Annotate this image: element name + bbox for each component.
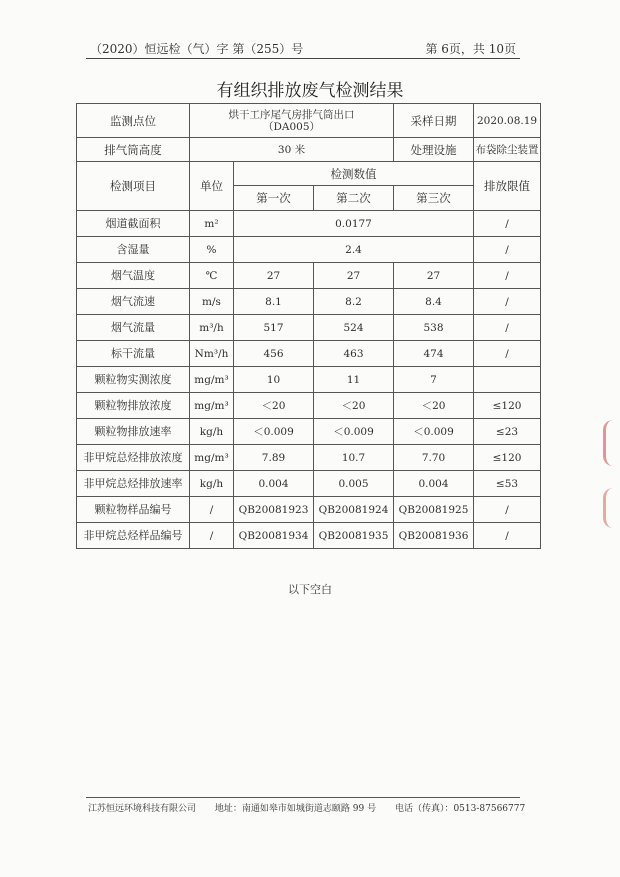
table-row	[77, 523, 541, 549]
row-item: 颗粒物排放浓度	[77, 393, 190, 419]
row-item: 非甲烷总烃排放浓度	[77, 445, 190, 471]
row-value-1: 0.004	[234, 471, 314, 497]
table-row	[77, 341, 541, 367]
row-value-1: 27	[234, 263, 314, 289]
row-item: 烟气流量	[77, 315, 190, 341]
table-row	[77, 237, 541, 263]
row-item: 烟气温度	[77, 263, 190, 289]
row-value-3: 7	[394, 367, 474, 393]
footer-address: 地址：南通如皋市如城街道志颐路 99 号	[214, 804, 377, 814]
row-unit: mg/m³	[190, 445, 234, 471]
footer-phone: 电话（传真）：0513-87566777	[394, 804, 526, 814]
row-merged-value: 2.4	[234, 237, 474, 263]
row-limit: /	[474, 341, 541, 367]
table-row	[77, 497, 541, 523]
row-unit: m³/h	[190, 315, 234, 341]
table-row	[77, 289, 541, 315]
row-limit: /	[474, 211, 541, 237]
table-row	[77, 211, 541, 237]
row-value-2: 524	[314, 315, 394, 341]
col-unit-header: 单位	[190, 162, 234, 211]
row-unit: %	[190, 237, 234, 263]
row-value-2: 11	[314, 367, 394, 393]
row-item: 颗粒物实测浓度	[77, 367, 190, 393]
row-value-1: 517	[234, 315, 314, 341]
row-value-2: ＜20	[314, 393, 394, 419]
row-value-3: QB20081936	[394, 523, 474, 549]
row-unit: kg/h	[190, 471, 234, 497]
row-value-1: QB20081923	[234, 497, 314, 523]
row-value-3: QB20081925	[394, 497, 474, 523]
page-indicator: 第 6页，共 10页	[425, 42, 516, 56]
row-value-3: 27	[394, 263, 474, 289]
seal-fragment	[603, 488, 620, 528]
row-limit: ≤23	[474, 419, 541, 445]
row-unit: m²	[190, 211, 234, 237]
column-header-row	[77, 162, 541, 186]
row-item: 标干流量	[77, 341, 190, 367]
row-value-2: QB20081935	[314, 523, 394, 549]
footer-divider	[86, 797, 520, 798]
col-limit-header: 排放限值	[474, 162, 541, 211]
page-title: 有组织排放废气检测结果	[216, 81, 404, 101]
row-value-2: 463	[314, 341, 394, 367]
results-table	[76, 103, 541, 549]
row-item: 烟气流速	[77, 289, 190, 315]
row-limit: /	[474, 497, 541, 523]
height-label: 排气筒高度	[77, 138, 190, 162]
blank-below-note: 以下空白	[288, 583, 332, 596]
col-second-header: 第二次	[314, 186, 394, 211]
row-item: 烟道截面积	[77, 211, 190, 237]
point-value-line2: （DA005）	[262, 120, 321, 133]
row-unit: mg/m³	[190, 367, 234, 393]
row-value-3: 8.4	[394, 289, 474, 315]
row-unit: ℃	[190, 263, 234, 289]
row-value-3: ＜20	[394, 393, 474, 419]
row-unit: /	[190, 497, 234, 523]
row-value-1: ＜20	[234, 393, 314, 419]
facility-value: 布袋除尘装置	[474, 138, 541, 162]
info-row-point	[77, 104, 541, 138]
page-footer	[88, 801, 528, 814]
row-limit: ≤120	[474, 393, 541, 419]
row-value-2: 8.2	[314, 289, 394, 315]
col-first-header: 第一次	[234, 186, 314, 211]
date-label: 采样日期	[394, 104, 474, 138]
row-item: 含湿量	[77, 237, 190, 263]
row-limit: ≤120	[474, 445, 541, 471]
table-row	[77, 315, 541, 341]
row-value-1: 10	[234, 367, 314, 393]
row-value-3: 0.004	[394, 471, 474, 497]
table-row	[77, 471, 541, 497]
header-divider	[86, 58, 520, 59]
point-label: 监测点位	[77, 104, 190, 138]
seal-fragment	[603, 420, 620, 466]
row-unit: m/s	[190, 289, 234, 315]
row-value-1: QB20081934	[234, 523, 314, 549]
row-value-1: 8.1	[234, 289, 314, 315]
row-limit: ≤53	[474, 471, 541, 497]
row-value-3: 474	[394, 341, 474, 367]
row-limit: /	[474, 237, 541, 263]
date-value: 2020.08.19	[474, 104, 541, 138]
report-number: （2020）恒远检（气）字 第（255）号	[90, 42, 304, 56]
row-value-3: ＜0.009	[394, 419, 474, 445]
facility-label: 处理设施	[394, 138, 474, 162]
row-item: 非甲烷总烃样品编号	[77, 523, 190, 549]
height-value: 30 米	[190, 138, 394, 162]
point-value-line1: 烘干工序尾气房排气筒出口	[228, 108, 355, 121]
table-row	[77, 419, 541, 445]
table-row	[77, 445, 541, 471]
info-row-height	[77, 138, 541, 162]
row-unit: mg/m³	[190, 393, 234, 419]
row-item: 颗粒物排放速率	[77, 419, 190, 445]
row-value-2: 10.7	[314, 445, 394, 471]
row-value-1: 456	[234, 341, 314, 367]
row-limit: /	[474, 289, 541, 315]
row-value-2: 0.005	[314, 471, 394, 497]
row-unit: Nm³/h	[190, 341, 234, 367]
col-third-header: 第三次	[394, 186, 474, 211]
row-limit: /	[474, 523, 541, 549]
col-item-header: 检测项目	[77, 162, 190, 211]
row-merged-value: 0.0177	[234, 211, 474, 237]
row-value-2: QB20081924	[314, 497, 394, 523]
row-item: 颗粒物样品编号	[77, 497, 190, 523]
table-row	[77, 263, 541, 289]
report-header	[86, 39, 518, 57]
row-unit: kg/h	[190, 419, 234, 445]
row-limit	[474, 367, 541, 393]
row-limit: /	[474, 263, 541, 289]
row-value-2: 27	[314, 263, 394, 289]
row-value-3: 7.70	[394, 445, 474, 471]
point-value	[190, 104, 394, 138]
table-row	[77, 393, 541, 419]
row-value-1: ＜0.009	[234, 419, 314, 445]
row-value-3: 538	[394, 315, 474, 341]
table-row	[77, 367, 541, 393]
row-limit: /	[474, 315, 541, 341]
row-value-1: 7.89	[234, 445, 314, 471]
row-item: 非甲烷总烃排放速率	[77, 471, 190, 497]
col-values-header: 检测数值	[234, 162, 474, 186]
footer-company: 江苏恒远环境科技有限公司	[88, 804, 197, 814]
row-unit: /	[190, 523, 234, 549]
row-value-2: ＜0.009	[314, 419, 394, 445]
